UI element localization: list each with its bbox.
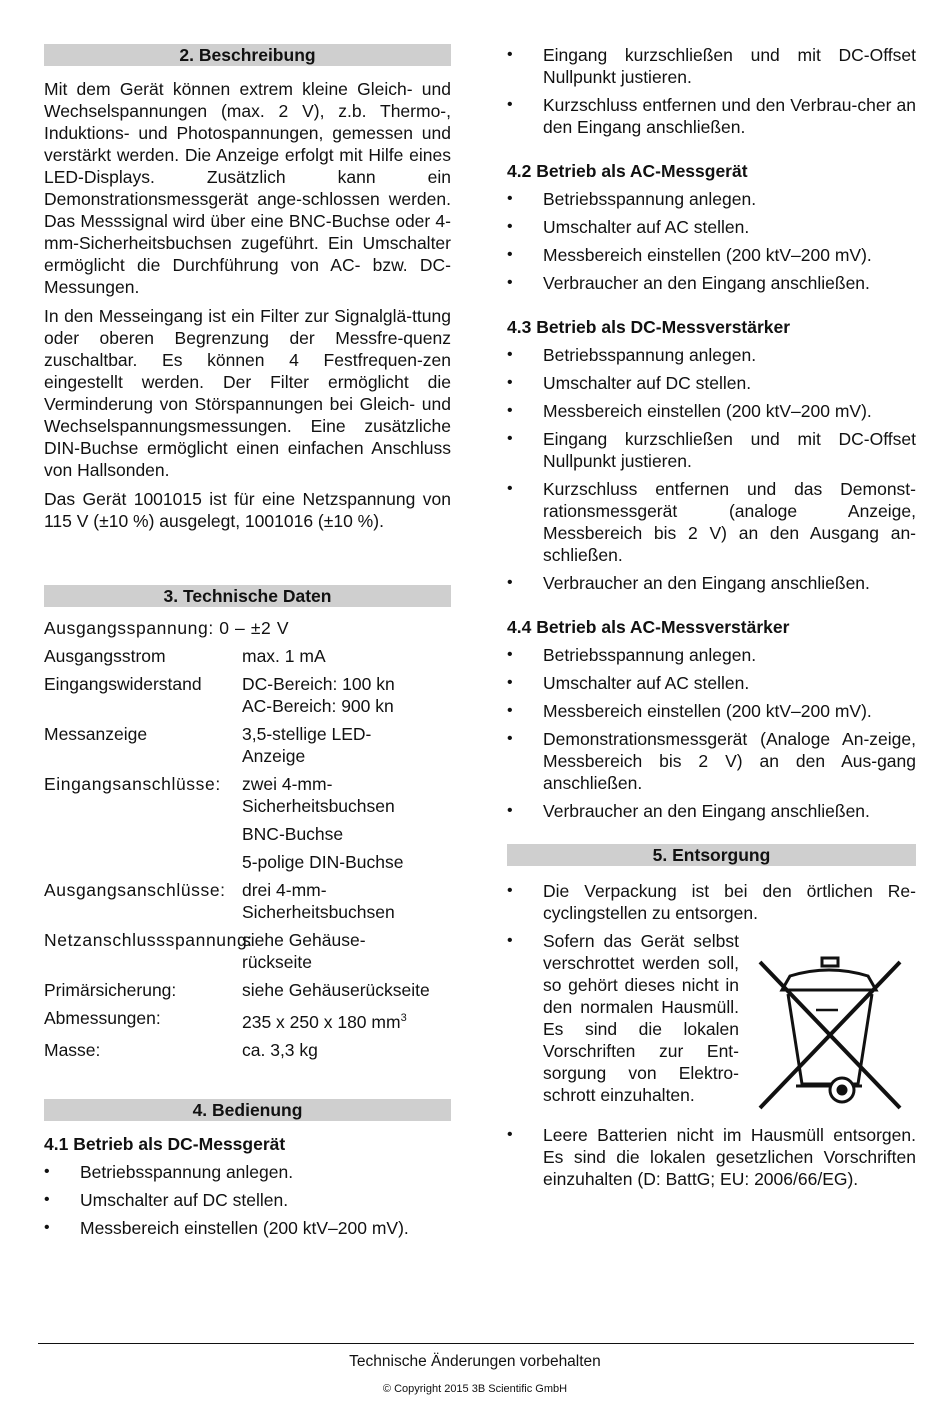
list-item: • Messbereich einstellen (200 ktV–200 mV). [507,244,916,266]
tech-row-abmessungen: Abmessungen: 235 x 250 x 180 $mm^3$ [44,1008,407,1032]
subheading-4-2: 4.2 Betrieb als AC-Messgerät [507,161,748,181]
list-item: • Betriebsspannung anlegen. [44,1161,451,1183]
list-4-2 [507,188,916,294]
list-item: • Kurzschluss entfernen und den Verbrau-cher an den Eingang anschließen. [507,94,916,138]
description-paragraph-2: In den Messeingang ist ein Filter zur Signalglä-ttung oder oberen Begrenzung der Messfre-quenz zuschaltbar. Es können 4 Festfrequen-zen eingestellt werden. Der Filter ermöglicht die Verminderung von Störspannungen bei Gleich- und Wechselspannungsmessungen. Eine zusätzliche DIN-Buchse ermöglicht einen einfachen Anschluss von Hallsonden. [44,306,451,480]
tech-row-primaersicherung: Primärsicherung: siehe Gehäuserückseite [44,980,430,1000]
section-heading-bedienung: 4. Bedienung [44,1099,451,1121]
list-4-3 [507,344,916,594]
list-item: • Betriebsspannung anlegen. [507,644,916,666]
footer-divider [38,1343,914,1344]
list-item: • Eingang kurzschließen und mit DC-Offset Nullpunkt justieren. [507,428,916,472]
footer-note: Technische Änderungen vorbehalten [349,1353,601,1370]
list-4-1-right [507,44,916,138]
list-item: • Verbraucher an den Eingang anschließen. [507,572,916,594]
list-item: • Messbereich einstellen (200 ktV–200 mV). [44,1217,451,1239]
tech-row-ausgangsstrom: Ausgangsstrom max. 1 mA [44,646,326,666]
list-item: • Betriebsspannung anlegen. [507,188,916,210]
list-4-1-left [44,1161,451,1239]
list-item: • Demonstrationsmessgerät (Analoge An-zeige, Messbereich bis 2 V) an den Aus-gang anschließen. [507,728,916,794]
list-item: • Umschalter auf DC stellen. [507,372,916,394]
description-paragraph-1: Mit dem Gerät können extrem kleine Gleich- und Wechselspannungen (max. 2 V), z.b. Thermo-, Induktions- und Photospannungen, gemessen und verstärkt werden. Die Anzeige erfolgt mit Hilfe eines LED-Displays. Zusätzlich kann ein Demonstrationsmessgerät ange-schlossen werden. Das Messsignal wird über eine BNC-Buchse oder 4-mm-Sicherheitsbuchsen zugeführt. Ein Umschalter ermöglicht die Durchführung von AC- bzw. DC-Messungen. [44,79,451,297]
left-column [44,44,451,1245]
tech-row-ausgangsanschluesse: Ausgangsanschlüsse: drei 4-mm-Sicherheitsbuchsen [44,880,395,922]
tech-row-netzanschlussspannung: Netzanschlussspannung: siehe Gehäuse-rückseite [44,930,366,972]
list-item: • Verbraucher an den Eingang anschließen. [507,272,916,294]
list-item: • Verbraucher an den Eingang anschließen. [507,800,916,822]
tech-row-masse: Masse: ca. 3,3 kg [44,1039,318,1060]
subheading-4-1: 4.1 Betrieb als DC-Messgerät [44,1133,286,1154]
list-item: • Betriebsspannung anlegen. [507,344,916,366]
list-item: • Kurzschluss entfernen und das Demonst-rationsmessgerät (analoge Anzeige, Messbereich bis 2 V) an den Ausgang an-schließen. [507,478,916,566]
tech-row-messanzeige: Messanzeige 3,5-stellige LED-Anzeige [44,724,372,766]
section-heading-entsorgung: 5. Entsorgung [507,844,916,866]
footer-copyright: © Copyright 2015 3B Scientific GmbH [382,1383,568,1395]
section-heading-beschreibung: 2. Beschreibung [44,44,451,66]
list-item: • Umschalter auf AC stellen. [507,672,916,694]
crossed-out-wheelie-bin-icon [754,952,906,1112]
list-item: • Messbereich einstellen (200 ktV–200 mV). [507,700,916,722]
section-heading-technische-daten: 3. Technische Daten [44,585,451,607]
list-item: • Messbereich einstellen (200 ktV–200 mV). [507,400,916,422]
tech-row-eingangswiderstand: Eingangswiderstand DC-Bereich: 100 kn AC-Bereich: 900 kn [44,674,395,716]
subheading-4-4: 4.4 Betrieb als AC-Messverstärker [507,617,790,637]
subheading-4-3: 4.3 Betrieb als DC-Messverstärker [507,317,791,337]
list-item: • Umschalter auf AC stellen. [507,216,916,238]
tech-row-eingangsanschluesse: Eingangsanschlüsse: zwei 4-mm-Sicherheitsbuchsen BNC-Buchse 5-polige DIN-Buchse [44,774,404,872]
list-item: • Umschalter auf DC stellen. [44,1189,451,1211]
list-4-4 [507,644,916,822]
list-item: • Leere Batterien nicht im Hausmüll entsorgen. Es sind die lokalen gesetzlichen Vorschriften einzuhalten (D: BattG; EU: 2006/66/EG). [507,1124,916,1190]
list-item: • Die Verpackung ist bei den örtlichen Re-cyclingstellen zu entsorgen. [507,880,916,924]
tech-data-table [44,617,451,1061]
list-item: • Eingang kurzschließen und mit DC-Offset Nullpunkt justieren. [507,44,916,88]
tech-row-ausgangsspannung: Ausgangsspannung: 0 – ±2 V [44,618,290,638]
list-item: • Sofern das Gerät selbst verschrottet werden soll, so gehört dieses nicht in den normalen Hausmüll. Es sind die lokalen Vorschriften zur Ent-sorgung von Elektro-schrott einzuhalten. [507,930,739,1106]
description-paragraph-3: Das Gerät 1001015 ist für eine Netzspannung von 115 V (±10 %) ausgelegt, 1001016 (±10 %). [44,489,451,531]
